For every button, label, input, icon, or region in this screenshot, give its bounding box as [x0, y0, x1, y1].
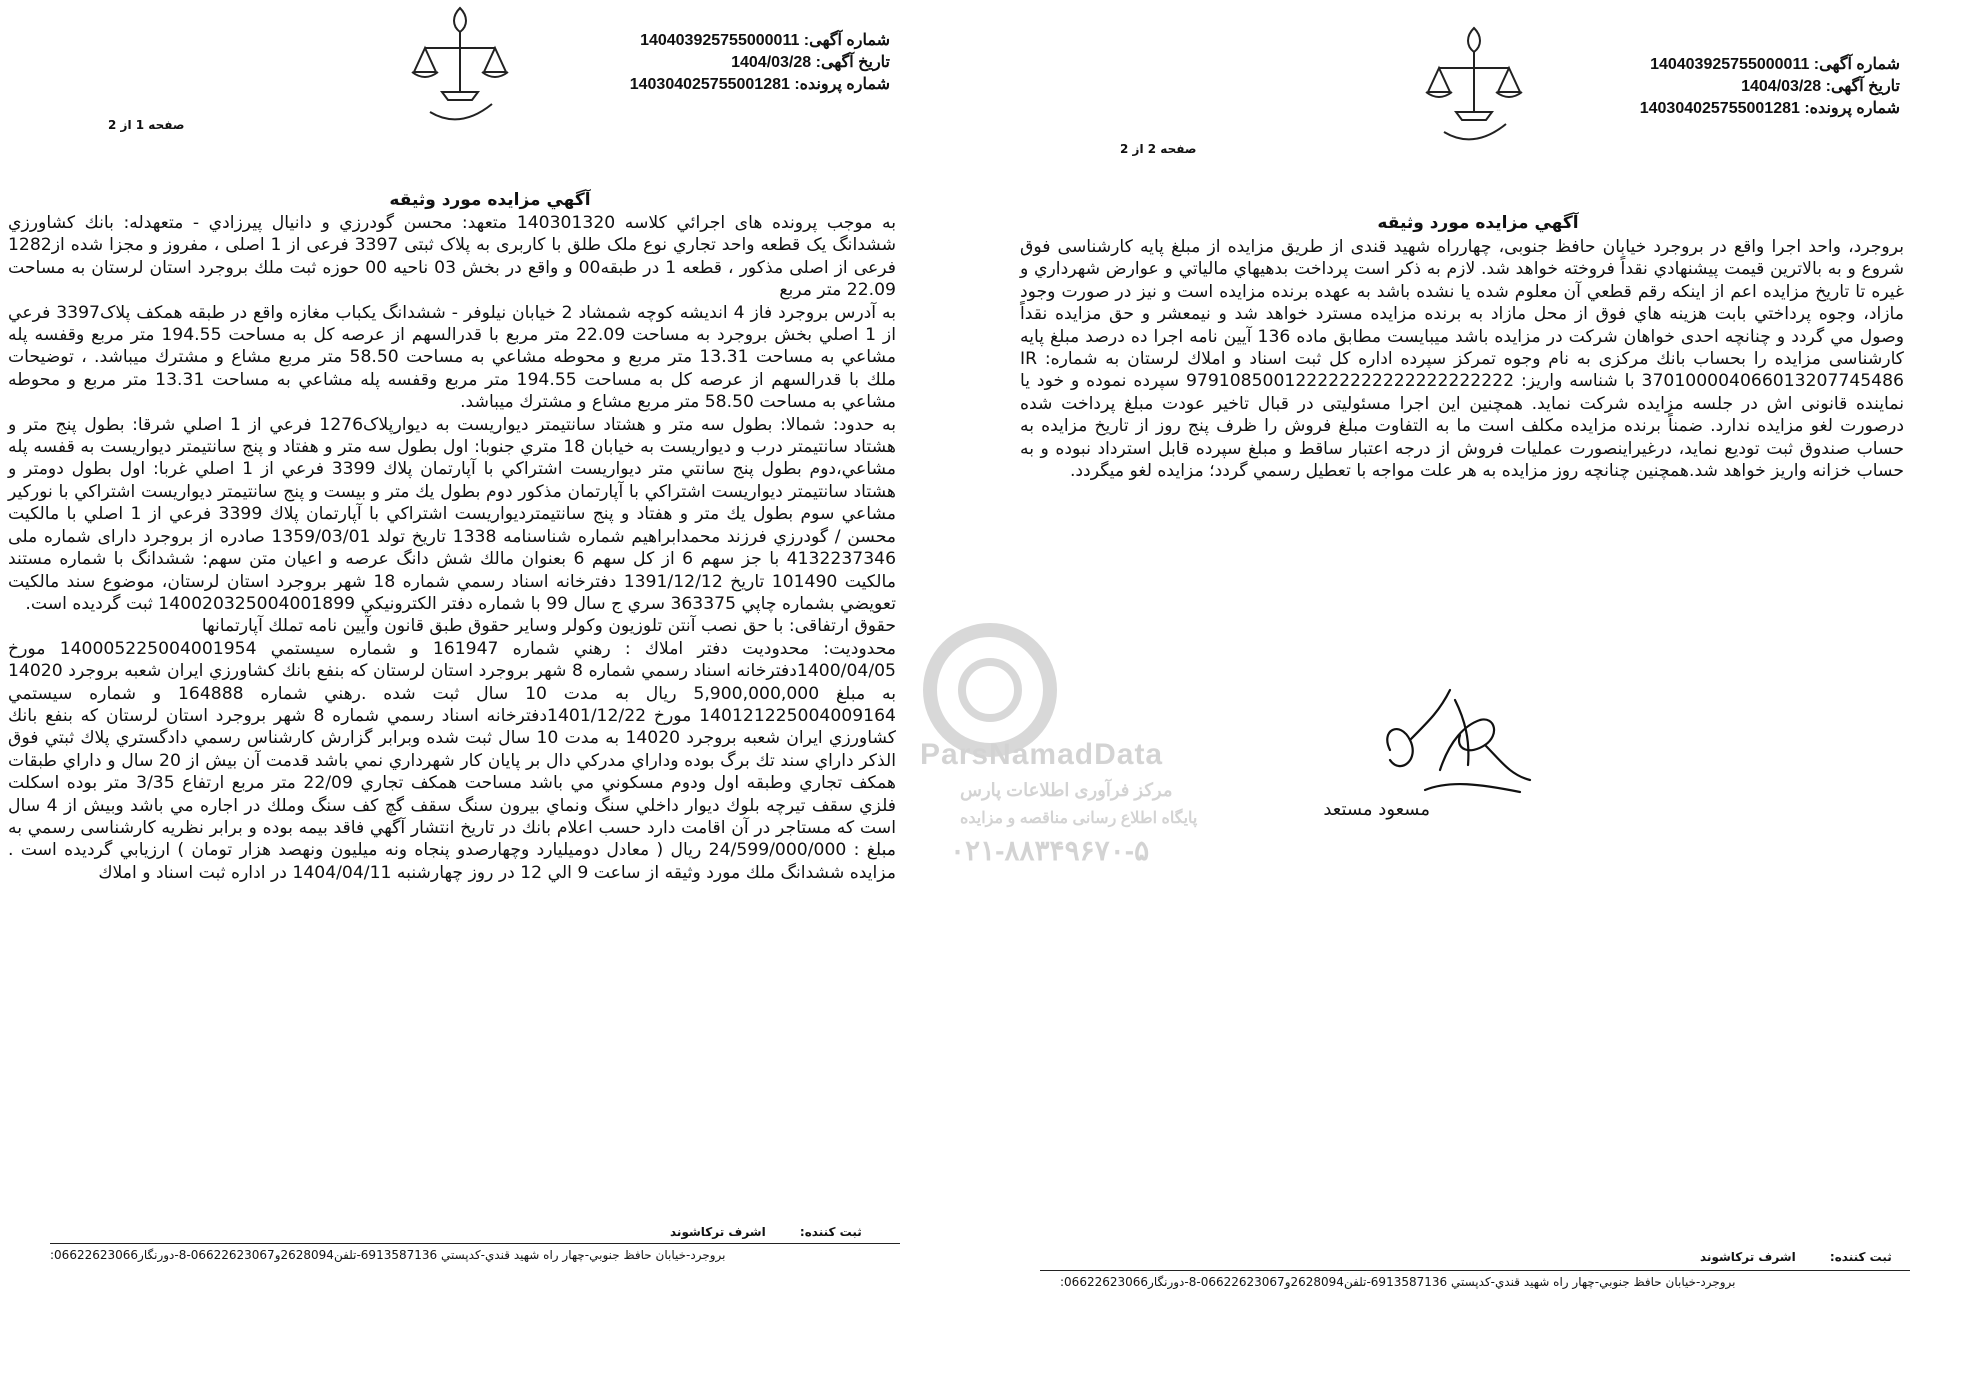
signature-name: مسعود مستعد: [1323, 799, 1430, 820]
body-paragraph-1: بروجرد، واحد اجرا واقع در بروجرد خيابان حافظ جنوبى، چهارراه شهيد قندى از طريق مزايده از مبلغ پايه كارشناسى فوق شروع و به بالاترين قيمت پيشنهادي نقداً فروخته خواهد شد. لازم به ذكر است پرداخت بدهيهاي مالياتي و عوارض شهرداري و غيره تا تاريخ مزايده اعم از اينكه رقم قطعي آن معلوم شده يا نشده باشد به عهده برنده مزايده است و نيز در صورت وجود مازاد، وجوه پرداختي بابت هزينه هاي فوق از محل مازاد به برنده مزايده مسترد خواهد شد و نيمعشر و حق مزايده نقداً وصول مي گردد و چنانچه احدى خواهان شركت در مزايده باشد ميبايست مطابق ماده 136 آيين نامه اجرا ده درصد مبلغ پايه كارشناسى مزايده را بحساب بانك مركزى به نام وجوه تمركز سپرده اداره كل ثبت اسناد و املاك لرستان به شماره: IR 370100004066013207745486 با شناسه واريز: 979108500122222222222222222222 سپرده نموده و خود يا نماينده قانونى اش در جلسه مزايده شركت نمايد. همچنين اين اجرا مسئوليتى در قبال تاخير عودت مبلغ پرداخت شده درصورت لغو مزايده ندارد. ضمناً برنده مزايده مكلف است ما به التفاوت مبلغ فروش را ظرف پنج روز از تاريخ مزايده به حساب صندوق ثبت توديع نمايد، درغيراينصورت عمليات فروش از درجه اعتبار ساقط و مبلغ سپرده قابل استرداد نبوده و به حساب خزانه واريز خواهد شد.همچنين چنانچه روز مزايده به هر علت مواجه با تعطيل رسمي گردد؛ مزايده لغو ميگردد.: [1020, 237, 1904, 482]
announcement-meta: [590, 30, 890, 96]
ad-number: شماره آگهی: 140403925755000011: [1650, 56, 1900, 73]
announcement-body: [1020, 236, 1904, 646]
footer-address: بروجرد-خيابان حافظ جنوبي-چهار راه شهيد قندي-كدپستي 6913587136-تلفن2628094و06622623067-8-دورنگار06622623066:: [50, 1248, 726, 1262]
ad-date: تاریخ آگهی: 1404/03/28: [1741, 78, 1900, 95]
registrar: [1670, 1250, 1892, 1264]
announcement-title: آگهي مزايده مورد وثيقه: [389, 190, 591, 210]
ad-number: شماره آگهی: 140403925755000011: [640, 32, 890, 49]
judiciary-emblem: [1414, 20, 1534, 160]
official-signature: [1323, 680, 1540, 820]
ad-date: تاریخ آگهی: 1404/03/28: [731, 54, 890, 71]
watermark-brand: ParsNamadData: [920, 738, 1164, 771]
registrar-label: ثبت كننده:: [799, 1225, 862, 1239]
watermark-line-1: مرکز فرآوری اطلاعات پارس: [960, 780, 1173, 800]
body-paragraph-5: محدوديت: محدوديت دفتر املاك : رهني شماره 161947 و شماره سيستمي 140005225004001954 مورخ 1400/04/05دفترخانه اسناد رسمي شماره 8 شهر بروجرد استان لرستان كه بنفع بانك كشاورزي ايران شعبه بروجرد 14020 به مبلغ 5,900,000,000 ريال به مدت 10 سال ثبت شده .رهني شماره 164888 و شماره سيستمي 140121225004009164 مورخ 1401/12/22دفترخانه اسناد رسمي شماره 8 شهر بروجرد استان لرستان كه بنفع بانك كشاورزي ايران شعبه بروجرد 14020 به مدت 10 سال ثبت شده وبرابر گزارش كارشناس رسمي دادگستري پلاك ثبتي فوق الذكر داراي سند تك برگ بوده وداراي مدركي دال بر پايان كار شهرداري نمي باشد قدمت آن بيش از 20 سال و داراي طبقات همكف تجاري وطبقه اول ودوم مسكوني مي باشد مساحت همكف تجاري 22/09 متر مربع ارتفاع 3/35 متر بوده اسكلت فلزي سقف تيرچه بلوك ديوار داخلي سنگ ونماي بيرون سنگ سقف گچ كف سنگ وملك در اجاره مي باشد وبيش از 4 سال است كه مستاجر در آن اقامت دارد حسب اعلام بانك در تاريخ انتشار آگهي فاقد بيمه بوده و برابر نظريه كارشناسى رسمي به مبلغ : 24/599/000/000 ريال ( معادل دوميليارد وچهارصدو پنجاه ونه ميليون ونهصد هزار تومان ) ارزيابي گرديده است . مزايده ششدانگ ملك مورد وثيقه از ساعت 9 الي 12 در روز چهارشنبه 1404/04/11 در اداره ثبت اسناد و املاك: [8, 638, 897, 883]
body-paragraph-4: حقوق ارتفاقى: با حق نصب آنتن تلوزيون وكولر وساير حقوق طبق قانون وآيين نامه تملك آپارتمانها: [201, 616, 896, 637]
announcement-title: آگهي مزايده مورد وثيقه: [1377, 213, 1579, 233]
body-paragraph-3: به حدود: شمالا: بطول سه متر و هشتاد سانتيمتر ديواريست به ديوارپلاک1276 فرعي از 1 اصلي شرقا: بطول پنج متر و هشتاد سانتيمتر درب و ديواريست به خيابان 18 متري جنوبا: اول بطول سه متر و هفتاد و پنج سانتيمتر ديواريست به قفسه پله مشاعي،دوم بطول پنج سانتي متر ديواريست اشتراكي با آپارتمان پلاك 3399 فرعي از 1 اصلي غربا: اول بطول دومتر و هشتاد سانتيمتر ديواريست اشتراكي با آپارتمان مذكور دوم بطول يك متر و بيست و پنج سانتيمتر ديواريست اشتراكي با نوركير مشاعي سوم بطول يك متر و هفتاد و پنج سانتيمترديواريست اشتراكي با آپارتمان پلاك 3399 فرعي از 1 اصلي با مالكيت محسن / گودرزي فرزند محمدابراهيم شماره شناسنامه 1338 تاريخ تولد 1359/03/01 صادره از بروجرد داراى شماره ملى 4132237346 با جز سهم 6 از كل سهم 6 بعنوان مالك شش دانگ عرصه و اعيان متن سهم: ششدانگ با شماره مستند مالكيت 101490 تاريخ 1391/12/12 دفترخانه اسناد رسمي شماره 18 شهر بروجرد استان لرستان، موضوع سند مالكيت تعويضي بشماره چاپي 363375 سري ج سال 99 با شماره دفتر الكترونيكي 140020325004001899 ثبت گرديده است.: [8, 414, 897, 614]
judiciary-emblem: [400, 0, 520, 140]
body-paragraph-1: به موجب پرونده های اجرائي كلاسه 140301320 متعهد: محسن گودرزي و دانيال پيرزادي - متعهدله: بانك كشاورزي ششدانگ يک قطعه واحد تجاري نوع ملک طلق با کاربری به پلاک ثبتی 3397 فرعی از 1 اصلی ، مفروز و مجزا شده از1282 فرعی از اصلی مذکور ، قطعه 1 در طبقه00 و واقع در بخش 03 ناحيه 00 حوزه ثبت ملك بروجرد استان لرستان به مساحت 22.09 متر مربع: [8, 213, 896, 301]
registrar-label: ثبت كننده:: [1829, 1250, 1892, 1264]
watermark-line-2: پایگاه اطلاع رسانی مناقصه و مزایده: [960, 810, 1198, 827]
case-number: شماره پرونده: 140304025755001281: [1639, 100, 1900, 117]
footer-address: بروجرد-خيابان حافظ جنوبي-چهار راه شهيد قندي-كدپستي 6913587136-تلفن2628094و06622623067-8-دورنگار06622623066:: [1060, 1275, 1736, 1289]
footer-divider: [50, 1243, 900, 1244]
page-number: صفحه 2 از 2: [1120, 142, 1197, 156]
announcement-body: [8, 212, 896, 1217]
announcement-meta: [1600, 54, 1900, 120]
registrar-name: اشرف تركاشوند: [1700, 1250, 1796, 1264]
footer-divider: [1040, 1270, 1910, 1271]
page-number: صفحه 1 از 2: [108, 118, 185, 132]
registrar: [640, 1225, 862, 1239]
body-paragraph-2: به آدرس بروجرد فاز 4 انديشه كوچه شمشاد 2 خيابان نيلوفر - ششدانگ يكباب مغازه واقع در طبقه همكف پلاک3397 فرعي از 1 اصلي بخش بروجرد به مساحت 22.09 متر مربع با قدرالسهم از عرصه كل به مساحت 194.55 متر مربع وقفسه پله مشاعي به مساحت 13.31 متر مربع و محوطه مشاعي به مساحت 58.50 متر مربع مشاع و مشترك ميباشد. ، توضيحات ملك با قدرالسهم از عرصه كل به مساحت 194.55 متر مربع وقفسه پله مشاعي به مساحت 13.31 متر مربع و محوطه مشاعي به مساحت 58.50 متر مربع مشاع و مشترك ميباشد.: [8, 302, 897, 413]
registrar-name: اشرف تركاشوند: [670, 1225, 766, 1239]
watermark-phone: ۰۲۱-۸۸۳۴۹۶۷۰-۵: [950, 835, 1150, 866]
case-number: شماره پرونده: 14030402575500128​1: [629, 76, 890, 93]
